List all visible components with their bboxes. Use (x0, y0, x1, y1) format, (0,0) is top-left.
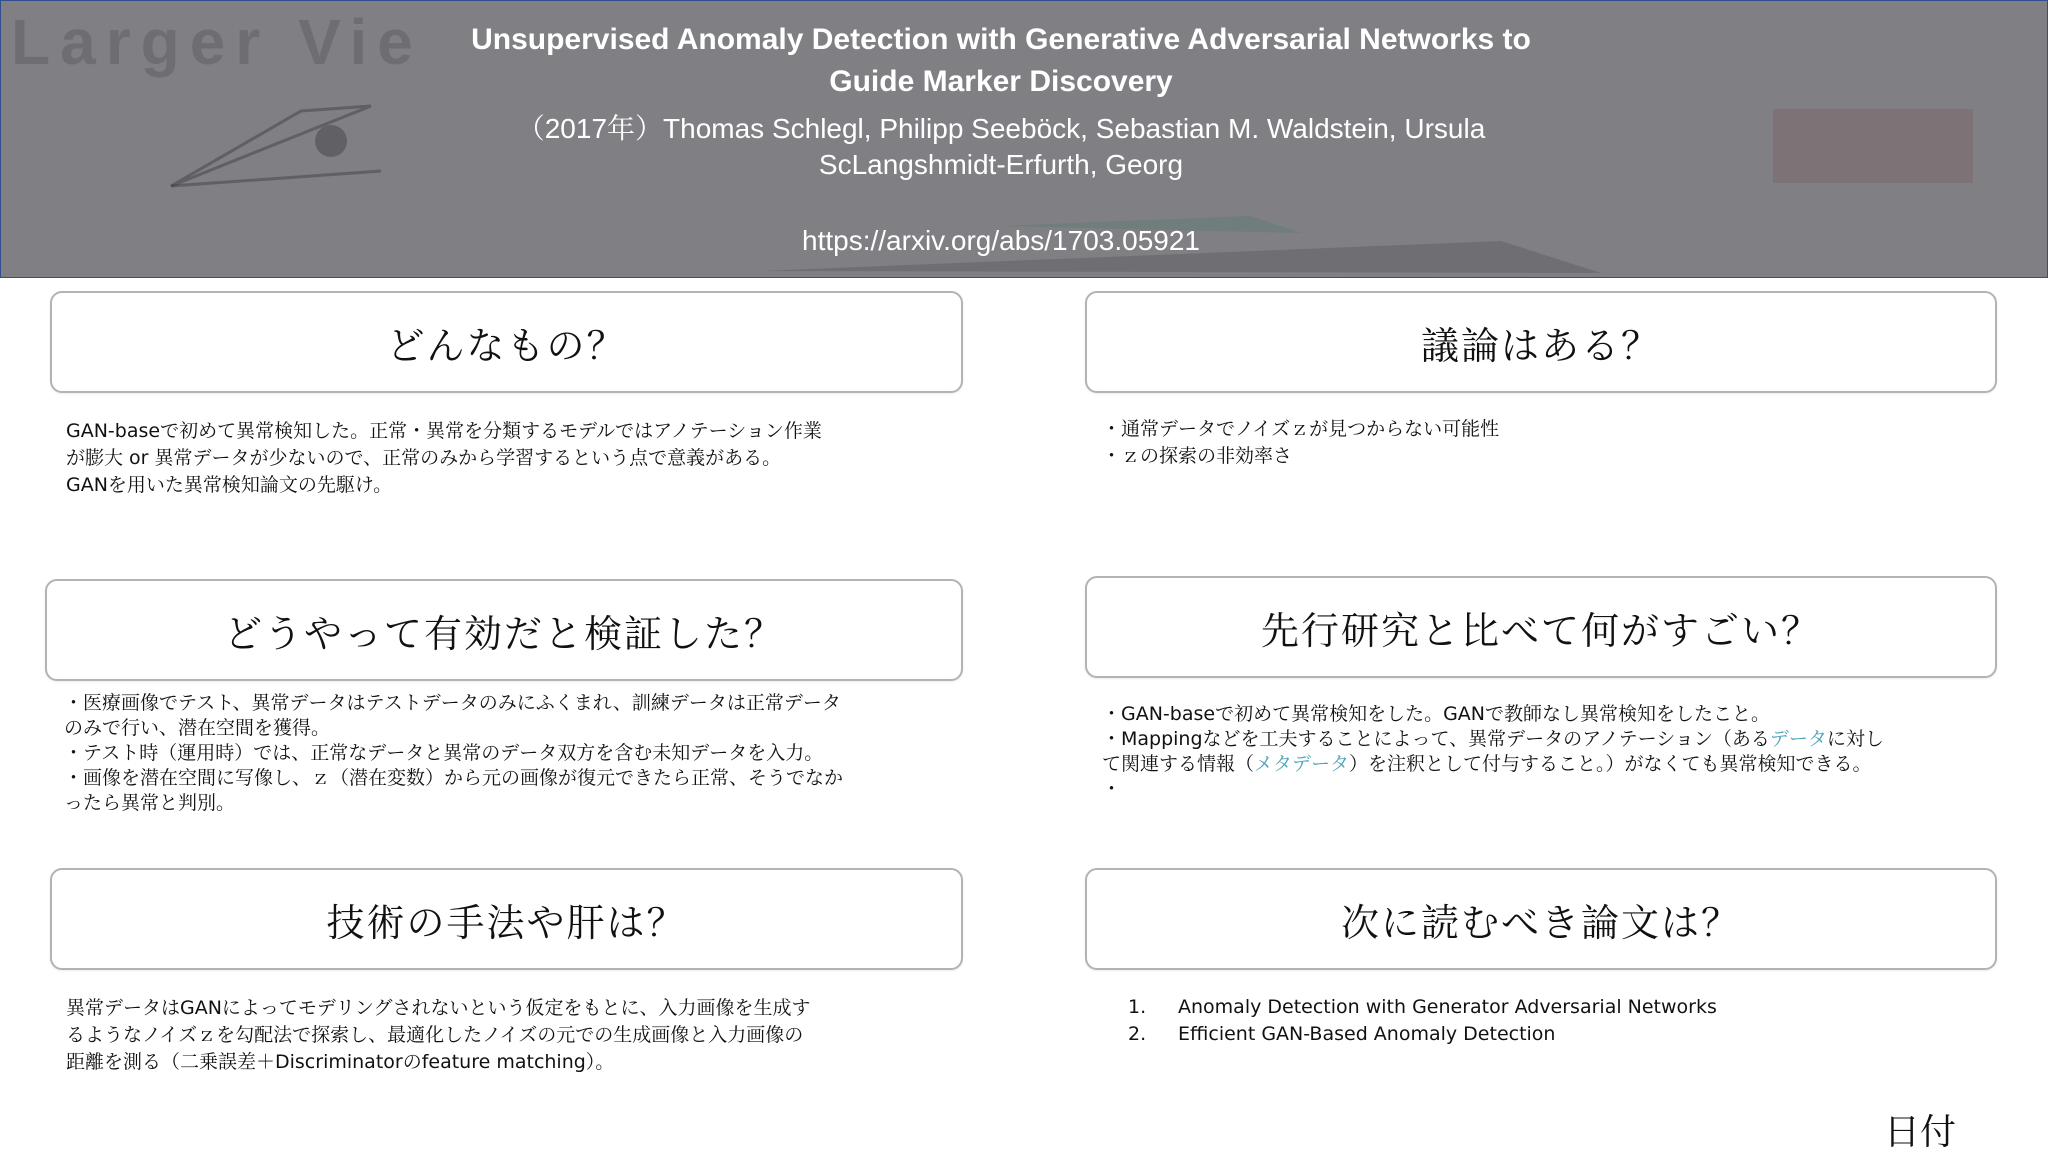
text-line: ・ (1102, 778, 1122, 800)
heading-next-papers: 次に読むべき論文は？ (1085, 868, 1997, 970)
text-line: 距離を測る（二乗誤差＋Discriminatorのfeature matching）。 (66, 1051, 615, 1073)
authors-line-2: ScLangshmidt-Erfurth, Georg (818, 149, 1184, 180)
what-is-it-text (66, 418, 822, 499)
text-line: ・テスト時（運用時）では、正常なデータと異常のデータ双方を含む未知データを入力。 (64, 742, 824, 764)
text-line: るようなノイズｚを勾配法で探索し、最適化したノイズの元での生成画像と入力画像の (66, 1024, 804, 1046)
text-line: GANを用いた異常検知論文の先駆け。 (66, 474, 393, 496)
background-watermark-text: Larger Vie (11, 6, 423, 78)
text-line (1102, 752, 1884, 777)
technique-text (66, 995, 811, 1076)
novelty-text (1102, 702, 1884, 802)
authors-line-1: （2017年）Thomas Schlegl, Philipp Seeböck, Sebastian M. Waldstein, Ursula (516, 113, 1486, 144)
paper-authors (301, 111, 1701, 183)
text-segment: て関連する情報（ (1102, 753, 1255, 775)
heading-validation: どうやって有効だと検証した？ (45, 579, 963, 681)
text-line: ・医療画像でテスト、異常データはテストデータのみにふくまれ、訓練データは正常データ (64, 692, 841, 714)
text-segment: ）を注釈として付与すること。）がなくても異常検知できる。 (1349, 753, 1872, 775)
paper-url: https://arxiv.org/abs/1703.05921 (802, 225, 1200, 256)
heading-what-is-it: どんなもの？ (50, 291, 963, 393)
next-papers-list (1128, 994, 1717, 1048)
heading-technique: 技術の手法や肝は？ (50, 868, 963, 970)
text-line: が膨大 or 異常データが少ないので、正常のみから学習するという点で意義がある。 (66, 447, 782, 469)
date-label: 日付 (1884, 1112, 1957, 1153)
text-line: ・画像を潜在空間に写像し、ｚ（潜在変数）から元の画像が復元できたら正常、そうでなか (64, 767, 844, 789)
paper-reference: Efficient GAN-Based Anomaly Detection (1178, 1023, 1556, 1045)
heading-discussion: 議論はある？ (1085, 291, 1997, 393)
list-number: 1. (1128, 996, 1147, 1018)
text-segment: に対し (1826, 728, 1884, 750)
text-line: ・GAN-baseで初めて異常検知をした。GANで教師なし異常検知をしたこと。 (1102, 703, 1771, 725)
text-line: ったら異常と判別。 (64, 792, 236, 814)
validation-text (64, 691, 843, 816)
paper-reference: Anomaly Detection with Generator Adversarial Networks (1178, 996, 1717, 1018)
heading-novelty: 先行研究と比べて何がすごい？ (1085, 576, 1997, 678)
text-line (1102, 727, 1884, 752)
paper-title (301, 19, 1701, 103)
text-line: GAN-baseで初めて異常検知した。正常・異常を分類するモデルではアノテーション作業 (66, 420, 822, 442)
paper-title-line-2: Guide Marker Discovery (829, 65, 1173, 98)
header-banner (0, 0, 2048, 278)
metadata-term-link: メタデータ (1254, 753, 1350, 775)
text-segment: ・Mappingなどを工夫することによって、異常データのアノテーション（ある (1102, 728, 1770, 750)
paper-title-line-1: Unsupervised Anomaly Detection with Generative Adversarial Networks to (471, 23, 1531, 56)
data-term-link: データ (1769, 728, 1827, 750)
list-item (1128, 994, 1717, 1021)
discussion-text (1102, 416, 1499, 470)
text-line: ・ｚの探索の非効率さ (1102, 445, 1293, 467)
list-item (1128, 1021, 1717, 1048)
list-number: 2. (1128, 1023, 1147, 1045)
text-line: のみで行い、潜在空間を獲得。 (64, 717, 331, 739)
text-line: 異常データはGANによってモデリングされないという仮定をもとに、入力画像を生成す (66, 997, 811, 1019)
text-line: ・通常データでノイズｚが見つからない可能性 (1102, 418, 1500, 440)
